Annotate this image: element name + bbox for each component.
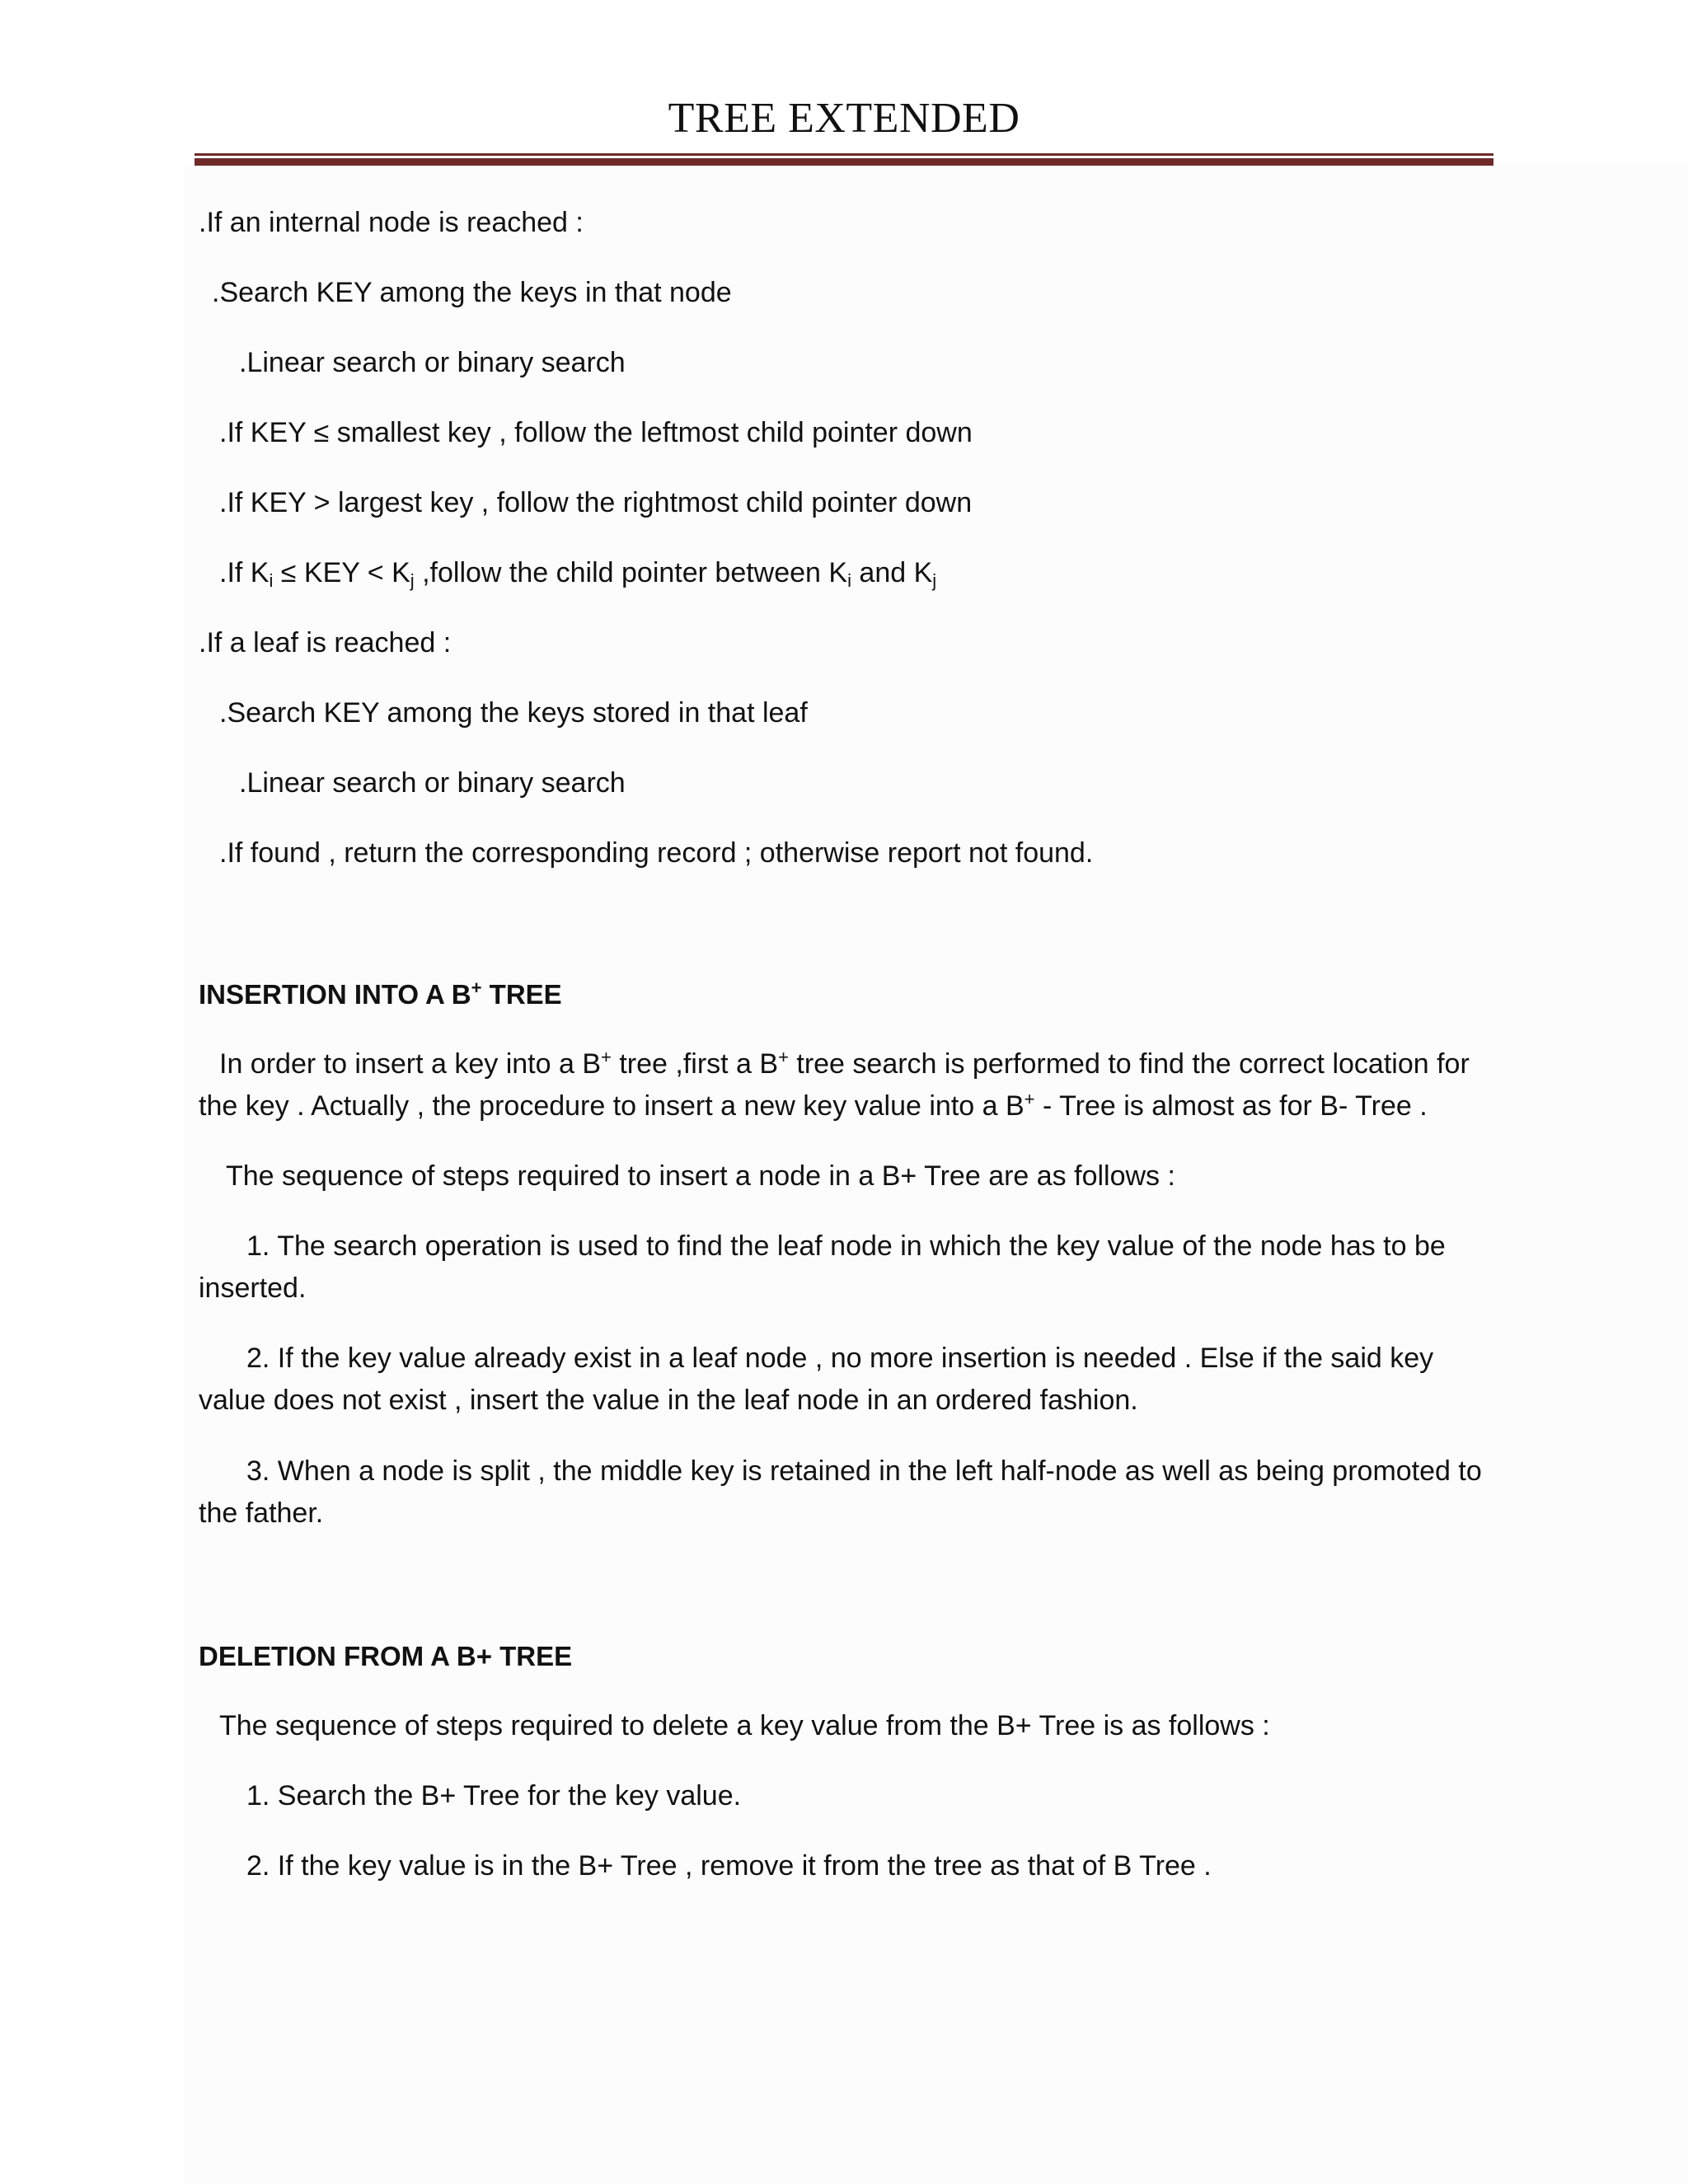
insertion-intro-paragraph [199, 1043, 1493, 1127]
linear-binary-line-2: .Linear search or binary search [239, 767, 626, 799]
insertion-sequence-line: The sequence of steps required to insert a node in a B+ Tree are as follows : [226, 1160, 1175, 1192]
intro-sup-3: + [1024, 1089, 1035, 1109]
intro-text-3: tree search is performed to find the correct location for the key . Actually , the procedure to insert a new key value into a B [199, 1048, 1470, 1122]
deletion-sequence-line: The sequence of steps required to delete a key value from the B+ Tree is as follows : [219, 1710, 1270, 1741]
insertion-heading-tail: TREE [481, 979, 562, 1010]
between-sub-3: i [847, 570, 851, 591]
intro-sup-2: + [778, 1047, 789, 1067]
intro-text-4: - Tree is almost as for B- Tree . [1034, 1090, 1428, 1122]
insertion-heading-sup: + [471, 977, 482, 998]
between-sub-1: i [269, 570, 274, 591]
between-sub-2: j [410, 570, 415, 591]
intro-text-1: In order to insert a key into a B [219, 1048, 602, 1080]
search-leaf-line: .Search KEY among the keys stored in that leaf [219, 697, 808, 729]
between-text-3: ,follow the child pointer between K [414, 557, 848, 588]
page-header-title: TREE EXTENDED [668, 95, 1020, 142]
insertion-heading-text: INSERTION INTO A B [199, 979, 471, 1010]
found-line: .If found , return the corresponding record ; otherwise report not found. [219, 837, 1094, 869]
between-sub-4: j [932, 570, 937, 591]
largest-key-line: .If KEY > largest key , follow the rightmost child pointer down [219, 487, 973, 518]
insertion-step-3: 3. When a node is split , the middle key is retained in the left half-node as well as being promoted to the father. [199, 1455, 1482, 1529]
header-rule-thick [195, 158, 1493, 166]
leaf-reached-line: .If a leaf is reached : [199, 627, 452, 658]
deletion-step-1: 1. Search the B+ Tree for the key value. [246, 1780, 742, 1811]
intro-sup-1: + [601, 1047, 612, 1067]
deletion-heading: DELETION FROM A B+ TREE [199, 1641, 573, 1671]
header-rule-thin [195, 153, 1493, 156]
search-key-line: .Search KEY among the keys in that node [212, 277, 732, 308]
insertion-heading [199, 973, 562, 1015]
between-text-4: and K [851, 557, 933, 588]
smallest-key-line: .If KEY ≤ smallest key , follow the leftmost child pointer down [219, 417, 973, 448]
insertion-step-1: 1. The search operation is used to find the leaf node in which the key value of the node has to be inserted. [199, 1230, 1446, 1304]
linear-binary-line-1: .Linear search or binary search [239, 347, 626, 378]
between-text-2: ≤ KEY < K [273, 557, 410, 588]
deletion-step-2: 2. If the key value is in the B+ Tree , remove it from the tree as that of B Tree . [246, 1850, 1212, 1882]
intro-text-2: tree ,first a B [611, 1048, 779, 1080]
insertion-step-2: 2. If the key value already exist in a leaf node , no more insertion is needed . Else if the said key value does not exist , insert the value in the leaf node in an ordered fashion. [199, 1343, 1434, 1416]
internal-node-line: .If an internal node is reached : [199, 207, 584, 238]
between-text-1: .If K [219, 557, 270, 588]
between-keys-line [219, 552, 936, 594]
